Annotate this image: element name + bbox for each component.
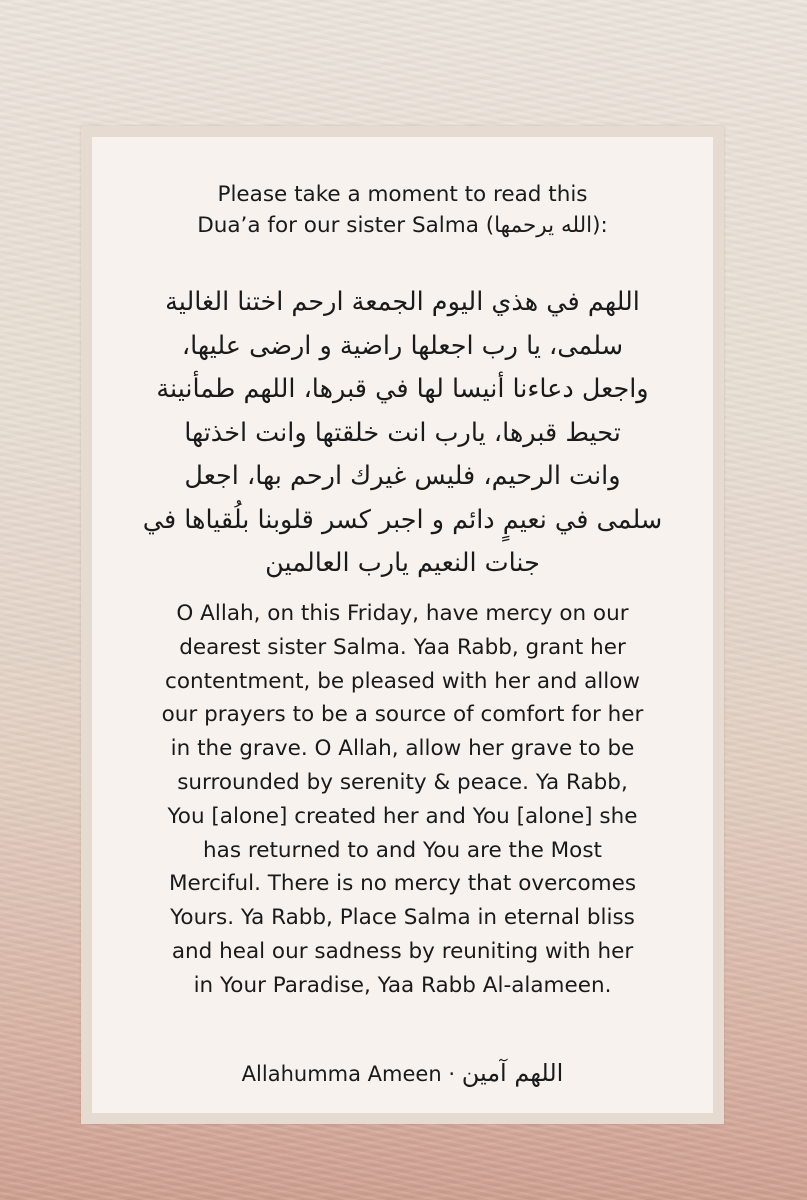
dua-card-content: [92, 137, 713, 1113]
english-line: contentment, be pleased with her and allow: [165, 668, 640, 694]
closing-english: Allahumma Ameen: [241, 1062, 442, 1086]
english-line: dearest sister Salma. Yaa Rabb, grant her: [179, 634, 626, 660]
arabic-line: سلمى، يا رب اجعلها راضية و ارضى عليها،: [181, 330, 624, 361]
arabic-dua: [120, 281, 685, 586]
arabic-line: سلمى في نعيمٍ دائم و اجبر كسر قلوبنا بلُقياها في: [142, 504, 663, 535]
arabic-line: تحيط قبرها، يارب انت خلقتها وانت اخذتها: [184, 417, 621, 448]
english-line: in the grave. O Allah, allow her grave to be: [170, 736, 635, 762]
english-line: Yours. Ya Rabb, Place Salma in eternal bliss: [170, 905, 635, 931]
english-line: surrounded by serenity & peace. Ya Rabb,: [177, 769, 628, 795]
intro-line: Please take a moment to read this: [217, 182, 588, 207]
english-line: Merciful. There is no mercy that overcomes: [168, 871, 637, 897]
english-line: in Your Paradise, Yaa Rabb Al-alameen.: [193, 972, 612, 998]
intro-line: Dua’a for our sister Salma (الله يرحمها):: [197, 213, 608, 238]
closing-separator: ·: [448, 1062, 455, 1086]
arabic-line: جنات النعيم يارب العالمين: [265, 548, 540, 578]
closing-arabic: اللهم آمين: [461, 1059, 564, 1087]
english-line: has returned to and You are the Most: [203, 837, 602, 863]
arabic-line: وانت الرحيم، فليس غيرك ارحم بها، اجعل: [184, 461, 621, 491]
english-translation: [102, 597, 703, 1003]
intro-text: [92, 179, 713, 241]
dua-card: [81, 126, 724, 1124]
english-line: and heal our sadness by reuniting with her: [171, 938, 634, 964]
english-line: our prayers to be a source of comfort for her: [161, 702, 644, 728]
closing-ameen: [92, 1057, 713, 1090]
english-line: You [alone] created her and You [alone] she: [167, 803, 638, 829]
arabic-line: اللهم في هذي اليوم الجمعة ارحم اختنا الغالية: [165, 287, 640, 317]
english-line: O Allah, on this Friday, have mercy on our: [176, 601, 629, 626]
arabic-line: واجعل دعاءنا أنيسا لها في قبرها، اللهم طمأنينة: [156, 374, 649, 404]
